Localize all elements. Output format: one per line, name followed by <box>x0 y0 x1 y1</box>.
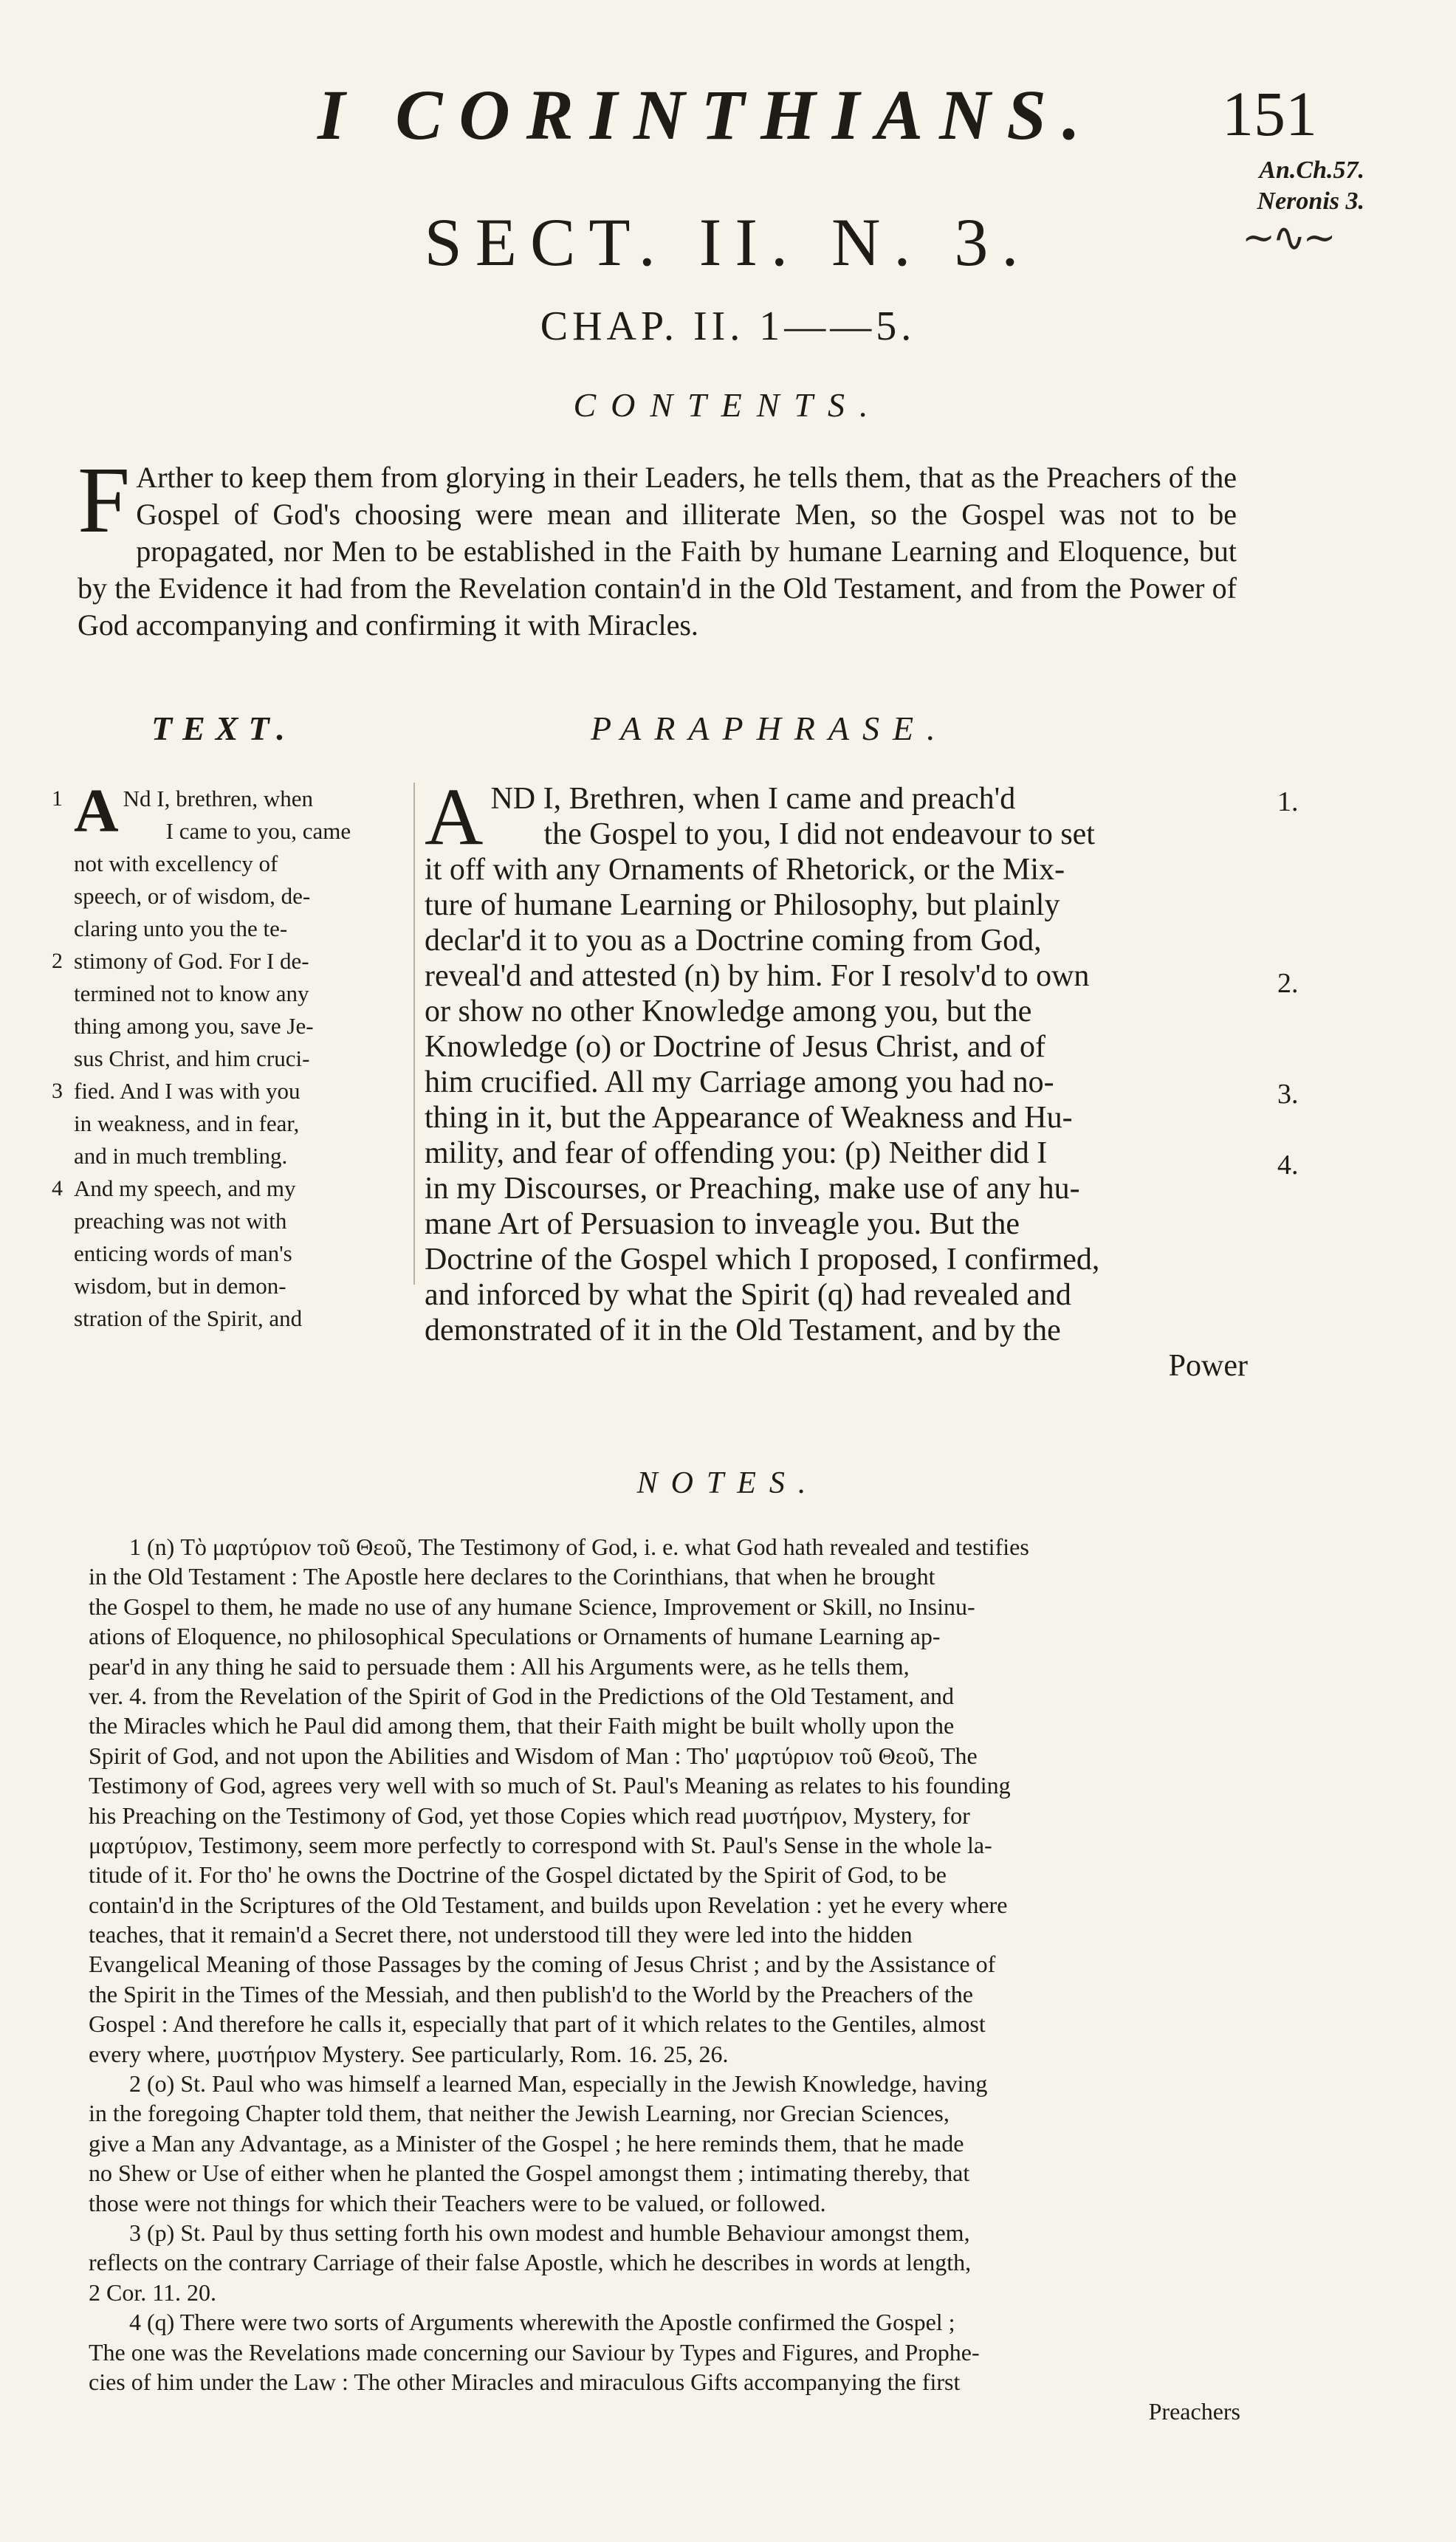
note-line: ations of Eloquence, no philosophical Speculations or Ornaments of humane Learning ap- <box>89 1623 941 1650</box>
note-line: in the foregoing Chapter told them, that neither the Jewish Learning, nor Grecian Sciences, <box>89 2100 950 2127</box>
text-line-content: claring unto you the te- <box>74 916 288 941</box>
text-line <box>74 1237 410 1270</box>
paraphrase-line-content: Knowledge (o) or Doctrine of Jesus Christ, and of <box>425 1030 1045 1064</box>
text-line <box>74 913 410 945</box>
contents-summary <box>78 447 1237 644</box>
text-line <box>74 1042 410 1075</box>
verse-number: 3. <box>1277 1079 1299 1110</box>
note-line: those were not things for which their Teachers were to be valued, or followed. <box>89 2189 826 2216</box>
paraphrase-line <box>425 887 1248 923</box>
text-heading: TEXT. <box>151 710 295 747</box>
paraphrase-heading: PARAPHRASE. <box>591 710 949 747</box>
note-line: Spirit of God, and not upon the Abilities and Wisdom of Man : Tho' μαρτύριον τοῦ Θεοῦ, The <box>89 1742 978 1769</box>
note-line: ver. 4. from the Revelation of the Spirit of God in the Predictions of the Old Testament, and <box>89 1682 955 1709</box>
paraphrase-line <box>425 1136 1248 1171</box>
note-line: 1 (n) Τὸ μαρτύριον τοῦ Θεοῦ, The Testimony of God, i. e. what God hath revealed and testifies <box>129 1533 1029 1560</box>
text-line <box>74 880 410 913</box>
text-line <box>52 1075 410 1107</box>
ornament-icon: ~∿~ <box>1242 214 1333 261</box>
note-line: every where, μυστήριον Mystery. See particularly, Rom. 16. 25, 26. <box>89 2040 729 2067</box>
text-verse-number: 3 <box>52 1079 63 1103</box>
note-line: give a Man any Advantage, as a Minister of the Gospel ; he here reminds them, that he made <box>89 2129 964 2157</box>
text-line-content: stimony of God. For I de- <box>74 948 309 974</box>
paraphrase-line-content: in my Discourses, or Preaching, make use of any hu- <box>425 1172 1080 1206</box>
note-line: Gospel : And therefore he calls it, especially that part of it which relates to the Gentiles, almost <box>89 2010 986 2038</box>
note-line: Testimony of God, agrees very well with so much of St. Paul's Meaning as relates to his founding <box>89 1772 1011 1799</box>
paraphrase-line-content: him crucified. All my Carriage among you had no- <box>425 1065 1054 1099</box>
note-line: titude of it. For tho' he owns the Doctrine of the Gospel dictated by the Spirit of God, to be <box>89 1861 947 1889</box>
note-line: μαρτύριον, Testimony, seem more perfectly to correspond with St. Paul's Sense in the whole la- <box>89 1831 992 1858</box>
contents-drop-cap: F <box>78 447 131 552</box>
notes-heading: NOTES. <box>636 1466 820 1500</box>
paraphrase-line <box>425 1029 1248 1065</box>
paraphrase-line <box>425 817 1248 852</box>
paraphrase-catchword: Power <box>1168 1349 1248 1383</box>
paraphrase-line-content: ture of humane Learning or Philosophy, but plainly <box>425 888 1060 922</box>
contents-heading: CONTENTS. <box>573 386 883 424</box>
text-line <box>74 1107 410 1140</box>
paraphrase-line-content: mility, and fear of offending you: (p) Neither did I <box>425 1136 1048 1170</box>
text-line <box>74 848 410 880</box>
text-line-content: thing among you, save Je- <box>74 1013 314 1039</box>
note-line: Evangelical Meaning of those Passages by the coming of Jesus Christ ; and by the Assistance of <box>89 1951 996 1978</box>
paraphrase-line <box>425 1313 1248 1348</box>
text-line <box>74 1270 410 1302</box>
paraphrase-line-content: it off with any Ornaments of Rhetorick, or the Mix- <box>425 853 1065 887</box>
column-divider <box>413 783 415 1285</box>
text-line <box>74 1302 410 1335</box>
paraphrase-line <box>425 852 1248 887</box>
text-line-content: enticing words of man's <box>74 1240 292 1266</box>
date-line-2: Neronis 3. <box>1257 188 1364 215</box>
text-column <box>52 777 410 1335</box>
paraphrase-line-content: ND I, Brethren, when I came and preach'd <box>490 782 1016 816</box>
note-line: 4 (q) There were two sorts of Arguments wherewith the Apostle confirmed the Gospel ; <box>129 2309 955 2336</box>
note-line: his Preaching on the Testimony of God, yet those Copies which read μυστήριον, Mystery, for <box>89 1801 970 1829</box>
note-line: no Shew or Use of either when he planted the Gospel amongst them ; intimating thereby, that <box>89 2160 970 2187</box>
text-line-content: fied. And I was with you <box>74 1078 301 1104</box>
text-line <box>52 1172 410 1205</box>
text-line-content: preaching was not with <box>74 1208 287 1234</box>
note-line: 3 (p) St. Paul by thus setting forth his own modest and humble Behaviour amongst them, <box>129 2219 970 2246</box>
paraphrase-line-content: thing in it, but the Appearance of Weakness and Hu- <box>425 1101 1073 1135</box>
text-line-content: I came to you, came <box>165 818 351 844</box>
text-line <box>74 1010 410 1042</box>
date-line-1: An.Ch.57. <box>1259 157 1364 184</box>
text-line-content: stration of the Spirit, and <box>74 1305 303 1331</box>
text-line-content: sus Christ, and him cruci- <box>74 1045 310 1071</box>
notes-block <box>89 1532 1240 2427</box>
note-line: pear'd in any thing he said to persuade them : All his Arguments were, as he tells them, <box>89 1652 910 1680</box>
paraphrase-line-content: demonstrated of it in the Old Testament, and by the <box>425 1313 1061 1347</box>
chapter-title: CHAP. II. 1——5. <box>540 303 916 349</box>
paraphrase-line <box>425 1206 1248 1242</box>
paraphrase-line-content: or show no other Knowledge among you, but the <box>425 995 1032 1028</box>
text-line-content: and in much trembling. <box>74 1143 288 1169</box>
text-line-content: speech, or of wisdom, de- <box>74 883 311 909</box>
note-line: in the Old Testament : The Apostle here declares to the Corinthians, that when he brought <box>89 1563 935 1590</box>
paraphrase-line <box>425 1171 1248 1206</box>
text-line-content: Nd I, brethren, when <box>123 786 314 811</box>
note-line: the Gospel to them, he made no use of any humane Science, Improvement or Skill, no Insinu- <box>89 1593 975 1620</box>
contents-text: Arther to keep them from glorying in their Leaders, he tells them, that as the Preachers of the Gospel of God's choosing were mean and illiterate Men, so the Gospel was not to be propagated, nor Men to be established in the Faith by humane Learning and Eloquence, but by the Evidence it had from the Revelation contain'd in the Old Testament, and from the Power of God accompanying and confirming it with Miracles. <box>78 461 1237 642</box>
paraphrase-line-content: declar'd it to you as a Doctrine coming from God, <box>425 924 1042 958</box>
text-verse-number: 4 <box>52 1176 63 1200</box>
text-line-content: in weakness, and in fear, <box>74 1110 300 1136</box>
text-line-content: And my speech, and my <box>74 1175 296 1201</box>
paraphrase-line <box>425 1277 1248 1313</box>
paraphrase-line <box>425 994 1248 1029</box>
note-line: reflects on the contrary Carriage of their false Apostle, which he describes in words at length, <box>89 2249 972 2276</box>
note-line: contain'd in the Scriptures of the Old Testament, and builds upon Revelation : yet he every where <box>89 1891 1008 1918</box>
text-line <box>74 1140 410 1172</box>
text-line-content: not with excellency of <box>74 851 278 876</box>
text-verse-number: 2 <box>52 949 63 973</box>
paraphrase-line <box>425 1065 1248 1100</box>
running-title: I CORINTHIANS. <box>317 75 1096 154</box>
verse-number: 4. <box>1277 1150 1299 1181</box>
paraphrase-line-content: Doctrine of the Gospel which I proposed, I confirmed, <box>425 1243 1100 1277</box>
note-line: the Spirit in the Times of the Messiah, and then publish'd to the World by the Preachers of the <box>89 1980 973 2007</box>
paraphrase-line-content: and inforced by what the Spirit (q) had revealed and <box>425 1278 1071 1312</box>
paraphrase-line <box>425 1242 1248 1277</box>
paraphrase-line <box>425 923 1248 958</box>
note-line: The one was the Revelations made concerning our Saviour by Types and Figures, and Prophe- <box>89 2338 980 2366</box>
page-number: 151 <box>1222 78 1317 149</box>
notes-catchword: Preachers <box>1148 2398 1240 2425</box>
text-line <box>52 945 410 978</box>
paraphrase-line-content: the Gospel to you, I did not endeavour to set <box>543 817 1095 851</box>
text-line <box>74 978 410 1010</box>
text-drop-cap: A <box>74 777 119 845</box>
text-verse-number: 1 <box>52 786 63 811</box>
text-line-content: wisdom, but in demon- <box>74 1273 286 1299</box>
note-line: the Miracles which he Paul did among them, that their Faith might be built wholly upon the <box>89 1712 955 1739</box>
section-title: SECT. II. N. 3. <box>424 205 1032 280</box>
text-line <box>74 1205 410 1237</box>
note-line: teaches, that it remain'd a Secret there, not understood till they were led into the hidden <box>89 1921 913 1948</box>
note-line: 2 Cor. 11. 20. <box>89 2278 217 2306</box>
paraphrase-line-content: mane Art of Persuasion to inveagle you. But the <box>425 1207 1020 1241</box>
paraphrase-line <box>425 958 1248 994</box>
verse-number: 1. <box>1277 786 1299 817</box>
paraphrase-line <box>425 1100 1248 1136</box>
text-line <box>74 815 410 848</box>
paraphrase-column <box>425 772 1248 1384</box>
note-line: cies of him under the Law : The other Miracles and miraculous Gifts accompanying the first <box>89 2368 961 2395</box>
text-line-content: termined not to know any <box>74 980 309 1006</box>
paraphrase-line-content: reveal'd and attested (n) by him. For I resolv'd to own <box>425 959 1090 993</box>
paraphrase-drop-cap: A <box>425 772 484 862</box>
note-line: 2 (o) St. Paul who was himself a learned Man, especially in the Jewish Knowledge, having <box>129 2070 988 2098</box>
verse-number: 2. <box>1277 968 1299 999</box>
